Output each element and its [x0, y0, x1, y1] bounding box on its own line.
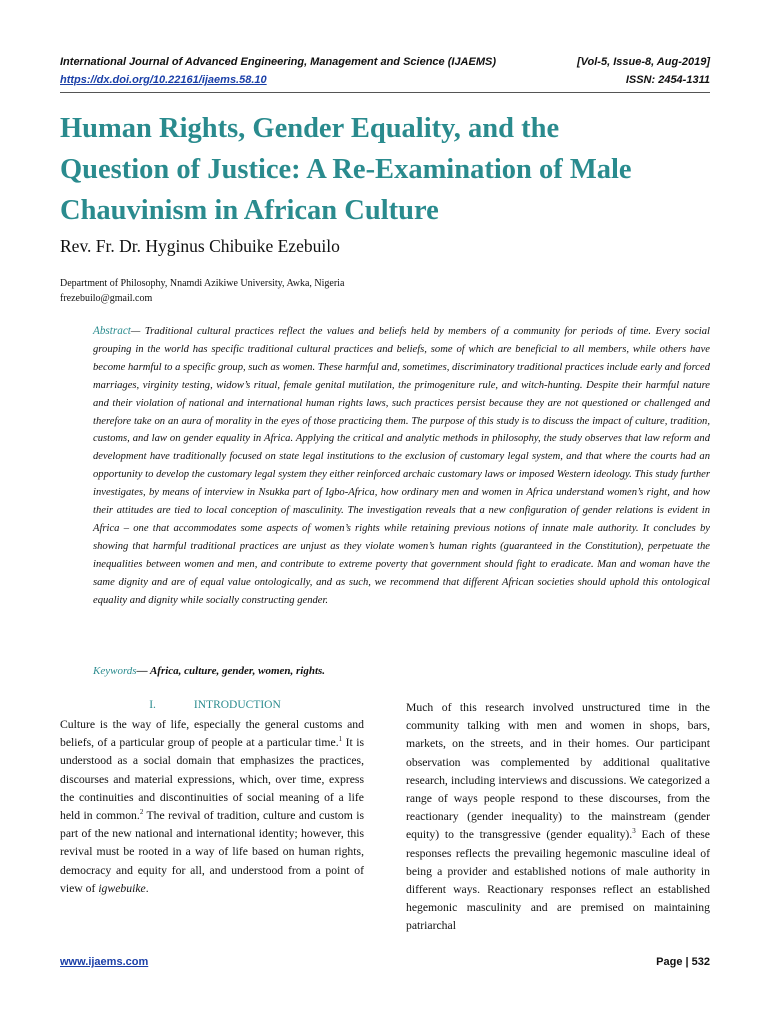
keywords-dash: —: [136, 665, 150, 677]
page-number: Page | 532: [656, 956, 710, 968]
header-rule: [60, 92, 710, 93]
title-line: Chauvinism in African Culture: [60, 195, 439, 226]
abstract-text: Traditional cultural practices reflect the values and beliefs held by members of a community for periods of time. Every social grouping in the world has specific traditional cultural practices and beliefs, some of which are beneficial to all members, while others have become harmful to a specific group, such as women. These harmful and, sometimes, discriminatory traditional practices include early and forced marriages, virginity testing, widow’s ritual, female genital mutilation, the primogeniture rule, and witch-hunting. Despite their harmful nature and their violation of national and international human rights laws, such practices persist because they are not questioned or challenged and therefore take on an aura of morality in the eyes of those practicing them. The purpose of this study is to discuss the impact of culture, tradition, customs, and law on gender equality in Africa. Applying the critical and analytic methods in philosophy, the study observes that law reform and development have traditionally focused on state legal institutions to the exclusion of customary legal system, and that where the courts had an opportunity to develop the customary legal system they either reinforced archaic customary laws or imposed Western ideology. This study further investigates, by means of interview in Nsukka part of Igbo-Africa, how ordinary men and women in Africa understand women’s right, and how their attitudes are tied to local conception of masculinity. The investigation reveals that a new configuration of gender relations is evident in Africa – one that accommodates some aspects of women’s rights while retaining previous notions of innate male authority. It concludes by showing that harmful traditional practices are unjust as they violate women’s human rights (guaranteed in the Constitution), perpetuate the inequalities between women and men, and contribute to extreme poverty that government should fight to eradicate. Man and woman have the same dignity and are of equal value ontologically, and as such, we recommend that different African societies should uphold this ontological equality and dignity while socially constructing gender.: [93, 326, 710, 606]
footnote-marker: 2: [139, 808, 144, 817]
abstract-dash: —: [130, 326, 145, 337]
abstract-label: Abstract: [93, 325, 131, 337]
paragraph-text: Culture is the way of life, especially the general customs and beliefs, of a particular group of people at a particular time.: [60, 718, 364, 750]
section-number: I.: [149, 699, 156, 711]
left-column-paragraph: [60, 716, 364, 898]
section-heading: [60, 699, 370, 711]
right-column-paragraph: [406, 699, 710, 936]
italic-term: igwebuike: [98, 881, 146, 895]
volume-issue: [Vol-5, Issue-8, Aug-2019]: [576, 56, 710, 68]
keywords-label: Keywords: [93, 665, 137, 677]
paragraph-text: Each of these responses reflects the prevailing hegemonic masculine ideal of being a provider and established notions of male authority in different ways. Reactionary responses reflect an established hegemonic masculinity and are premised on maintaining patriarchal: [406, 828, 710, 933]
keywords: [93, 665, 325, 677]
paragraph-text: Much of this research involved unstructured time in the community talking with men and women in shops, bars, markets, on the streets, and in their homes. Our participant observation was complemented by additional qualitative research, including interviews and discussions. We categorized a range of ways people respond to these discourses, from the reactionary (gender inequality) to the mainstream (gender equity) to the transgressive (gender equality).: [406, 701, 710, 842]
doi-link[interactable]: https://dx.doi.org/10.22161/ijaems.58.10: [60, 74, 267, 86]
abstract: [93, 323, 710, 610]
paper-title: [60, 108, 720, 231]
title-line: Human Rights, Gender Equality, and the: [60, 113, 560, 144]
journal-website-link[interactable]: www.ijaems.com: [60, 956, 149, 968]
section-title: INTRODUCTION: [193, 699, 281, 711]
paragraph-text: The revival of tradition, culture and custom is part of the new national and international identity; however, this revival must be rooted in a way of life based on human rights, democracy and equity for all, and understood from a point of view of: [60, 809, 364, 895]
paragraph-text: .: [145, 881, 149, 895]
footnote-marker: 1: [338, 735, 343, 744]
title-line: Question of Justice: A Re-Examination of Male: [60, 154, 632, 185]
keywords-text: Africa, culture, gender, women, rights.: [149, 665, 326, 677]
affiliation: Department of Philosophy, Nnamdi Azikiwe University, Awka, Nigeria: [60, 278, 345, 289]
issn: ISSN: 2454-1311: [625, 74, 710, 86]
email-address: frezebuilo@gmail.com: [60, 293, 153, 304]
paragraph-text: It is understood as a social domain that emphasizes the practices, discourses and material expressions, which, over time, express the continuities and discontinuities of social meaning of a life held in common.: [60, 736, 364, 823]
author-name: Rev. Fr. Dr. Hyginus Chibuike Ezebuilo: [60, 236, 340, 256]
journal-name: International Journal of Advanced Engineering, Management and Science (IJAEMS): [60, 56, 497, 68]
footnote-marker: 3: [632, 827, 636, 836]
